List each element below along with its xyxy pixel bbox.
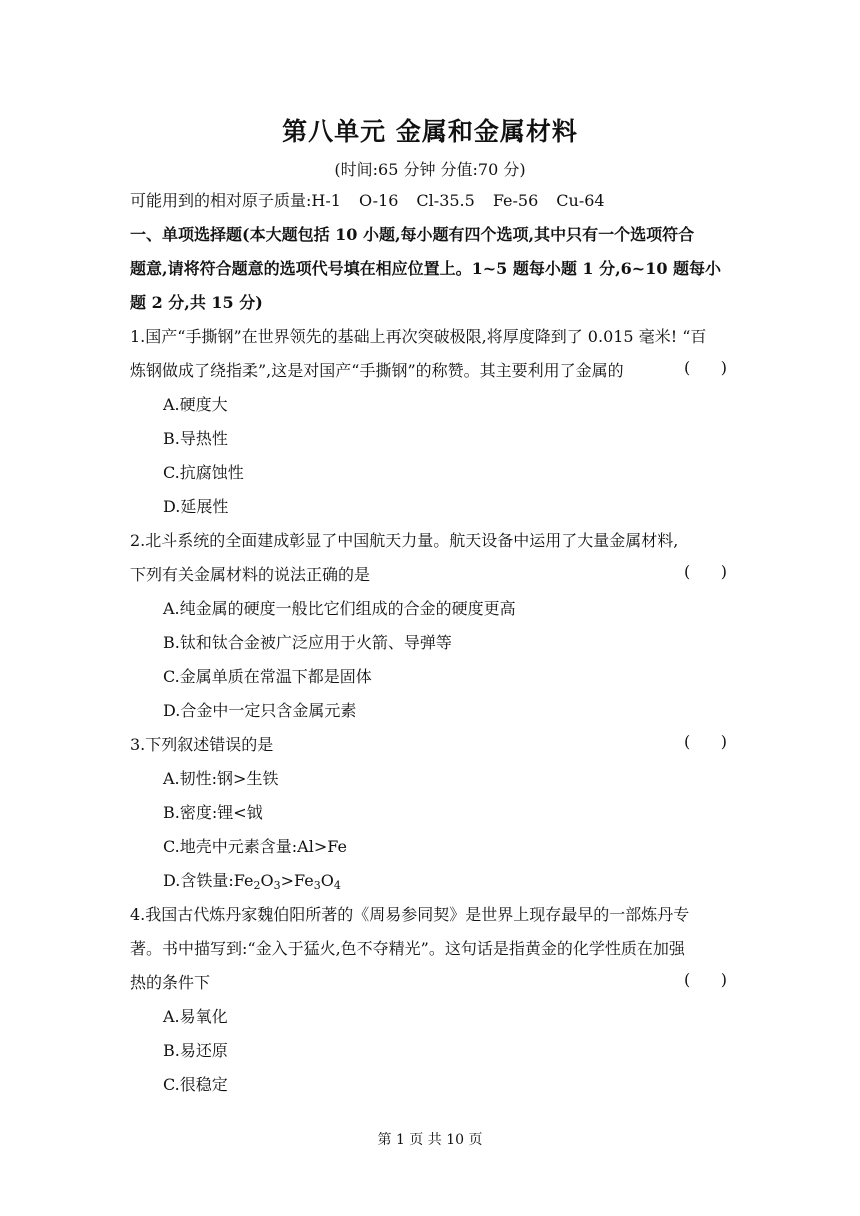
question-1-text: 1.国产“手撕钢”在世界领先的基础上再次突破极限,将厚度降到了 0.015 毫米! “百 <box>130 327 707 346</box>
section-heading-line: 题 2 分,共 15 分) <box>130 293 263 312</box>
question-2-option-b: B.钛和钛合金被广泛应用于火箭、导弹等 <box>163 633 452 652</box>
atomic-mass-item: H-1 <box>311 191 341 210</box>
question-2-text: 下列有关金属材料的说法正确的是 <box>130 565 371 584</box>
answer-blank: ( ) <box>684 732 727 751</box>
answer-blank: ( ) <box>684 562 727 581</box>
question-2-option-c: C.金属单质在常温下都是固体 <box>163 667 372 686</box>
answer-blank: ( ) <box>684 970 727 989</box>
section-heading-line: 一、单项选择题(本大题包括 10 小题,每小题有四个选项,其中只有一个选项符合 <box>130 225 695 244</box>
atomic-mass-item: O-16 <box>358 191 399 210</box>
question-4-text: 著。书中描写到:“金入于猛火,色不夺精光”。这句话是指黄金的化学性质在加强 <box>130 939 685 958</box>
question-1-option-d: D.延展性 <box>163 497 229 516</box>
question-2-text: 2.北斗系统的全面建成彰显了中国航天力量。航天设备中运用了大量金属材料, <box>130 531 679 550</box>
atomic-mass-item: Cu-64 <box>556 191 605 210</box>
question-3-option-a: A.韧性:钢>生铁 <box>163 769 279 788</box>
question-1-option-c: C.抗腐蚀性 <box>163 463 244 482</box>
question-2-option-d: D.合金中一定只含金属元素 <box>163 701 357 720</box>
atomic-mass-item: Cl-35.5 <box>416 191 475 210</box>
question-2-option-a: A.纯金属的硬度一般比它们组成的合金的硬度更高 <box>163 599 516 618</box>
question-4-option-c: C.很稳定 <box>163 1075 228 1094</box>
question-4-text: 热的条件下 <box>130 973 211 992</box>
question-3-text: 3.下列叙述错误的是 <box>130 735 274 754</box>
section-heading-line: 题意,请将符合题意的选项代号填在相应位置上。1~5 题每小题 1 分,6~10 题每小 <box>130 259 722 278</box>
question-4-option-b: B.易还原 <box>163 1041 228 1060</box>
atomic-mass-item: Fe-56 <box>492 191 539 210</box>
page-title: 第八单元 金属和金属材料 <box>282 117 578 146</box>
question-1-option-b: B.导热性 <box>163 429 228 448</box>
atomic-mass-line <box>130 188 730 211</box>
atomic-mass-label: 可能用到的相对原子质量: <box>130 191 312 210</box>
question-3-option-c: C.地壳中元素含量:Al>Fe <box>163 837 347 856</box>
question-1-text: 炼钢做成了绕指柔”,这是对国产“手撕钢”的称赞。其主要利用了金属的 <box>130 361 624 380</box>
formula-fe2o3: $Fe_2O_3$ <box>233 871 281 892</box>
question-3-option-d: D.含铁量$:Fe_2O_3>Fe_3O_4$ <box>163 871 341 892</box>
question-3-option-b: B.密度:锂<钺 <box>163 803 263 822</box>
option-d-label: D.含铁量: <box>163 871 234 890</box>
page-footer: 第 1 页 共 10 页 <box>377 1132 483 1148</box>
answer-blank: ( ) <box>684 358 727 377</box>
question-1-option-a: A.硬度大 <box>163 395 228 414</box>
formula-fe3o4: $Fe_3O_4$ <box>293 871 341 892</box>
question-4-option-a: A.易氧化 <box>163 1007 228 1026</box>
question-4-text: 4.我国古代炼丹家魏伯阳所著的《周易参同契》是世界上现存最早的一部炼丹专 <box>130 905 690 924</box>
exam-time-score: (时间:65 分钟 分值:70 分) <box>334 160 526 179</box>
